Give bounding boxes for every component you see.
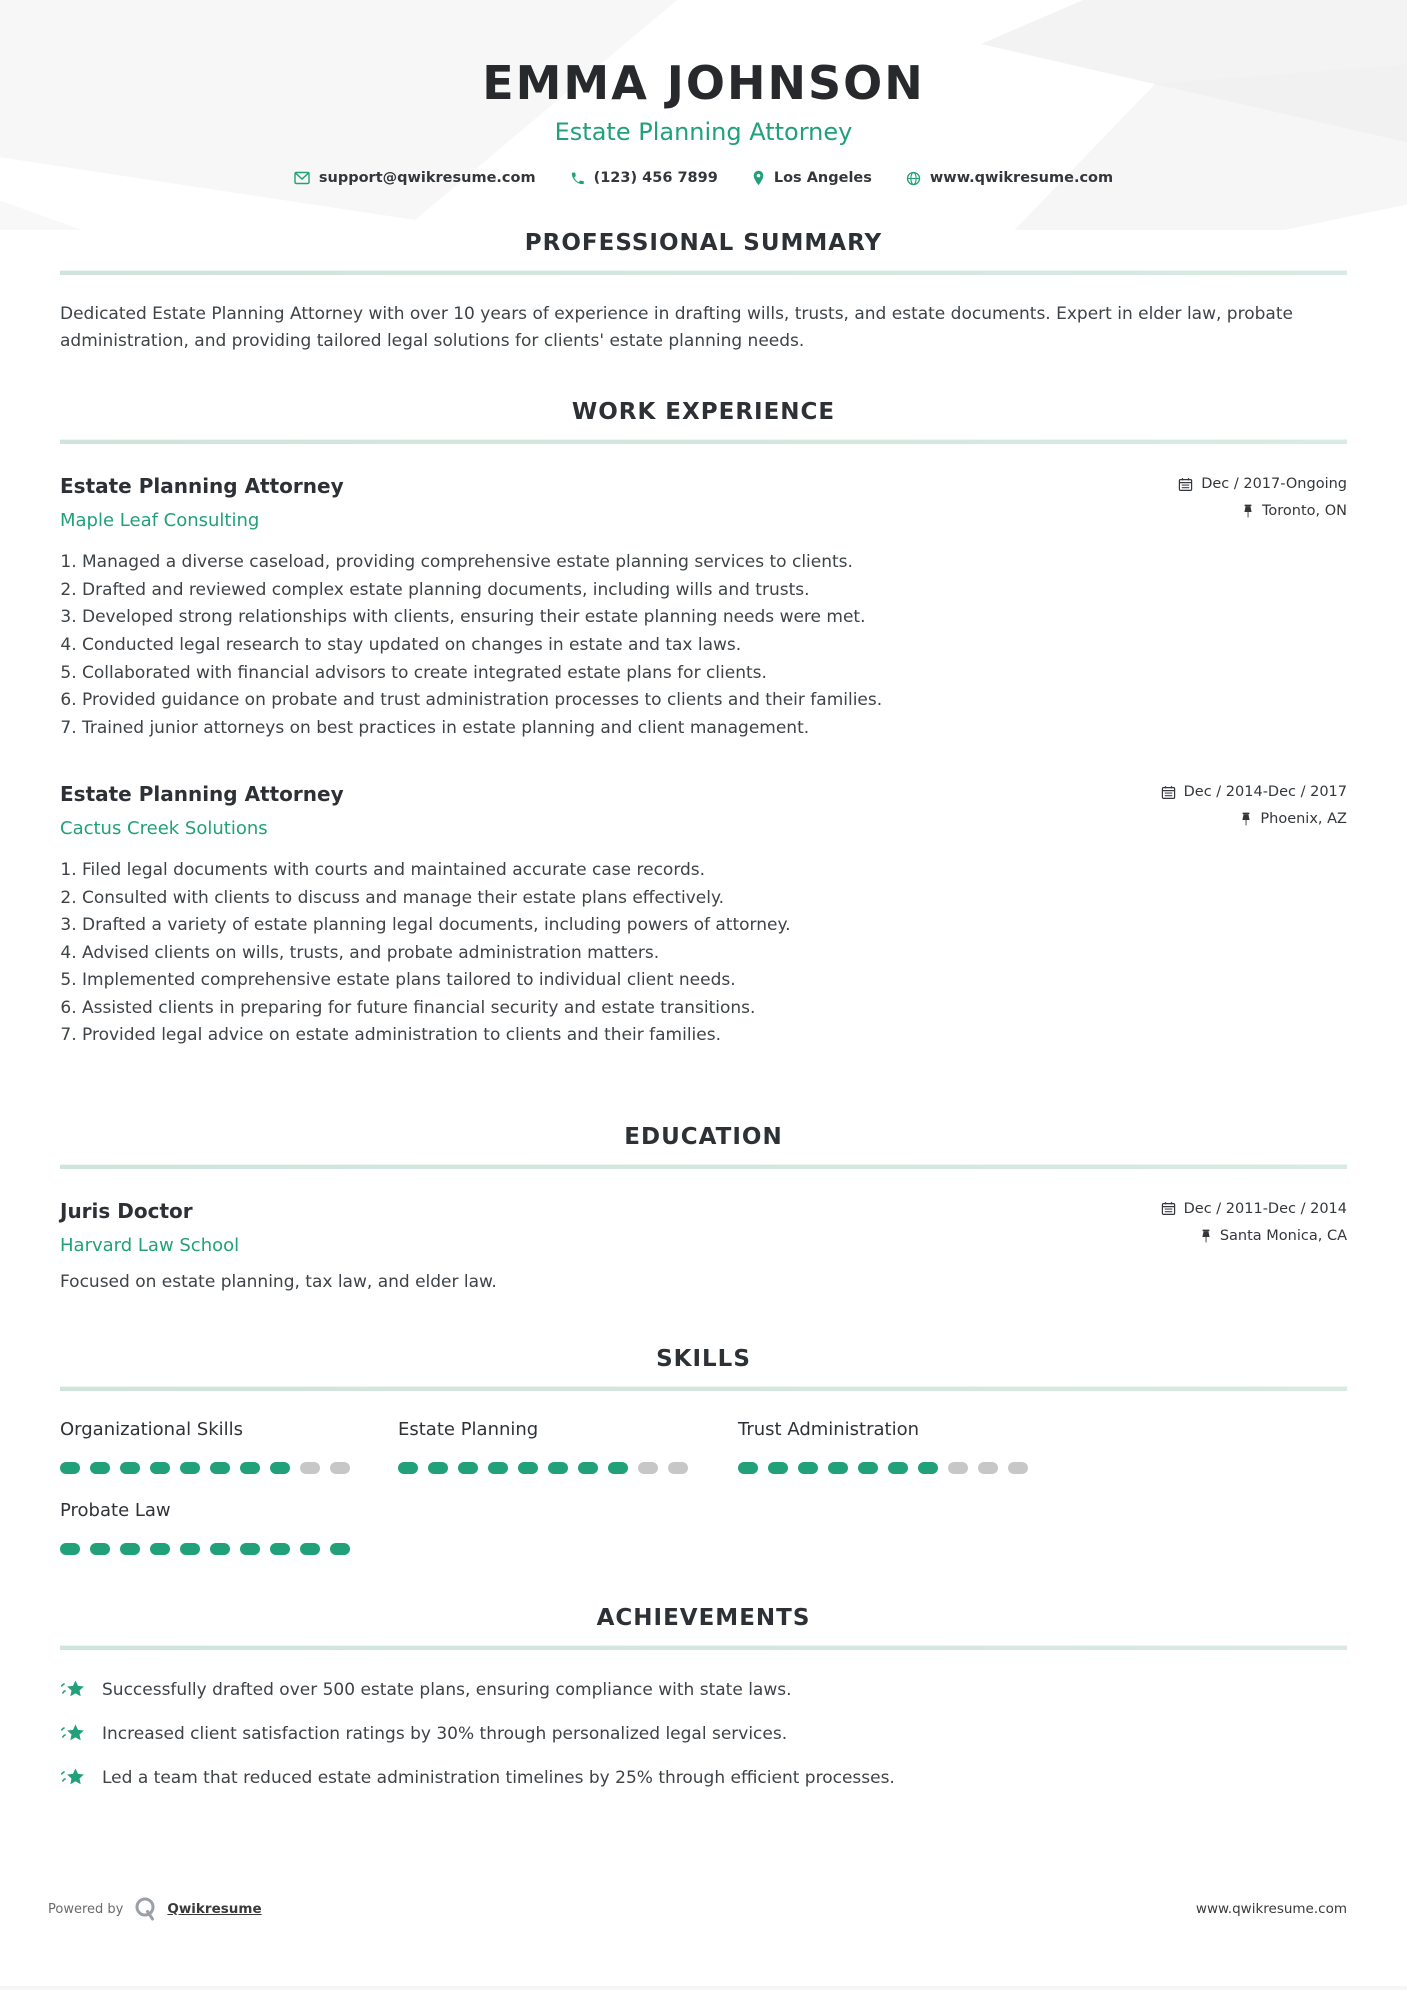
skill-name: Trust Administration bbox=[738, 1418, 920, 1440]
job-bullet: 6. Provided guidance on probate and trust administration processes to clients and their families. bbox=[82, 687, 1347, 715]
job-bullet: 4. Conducted legal research to stay updated on changes in estate and tax laws. bbox=[82, 632, 1347, 660]
work-entry bbox=[60, 782, 1347, 1050]
job-location bbox=[1161, 811, 1347, 827]
work-heading: WORK EXPERIENCE bbox=[571, 399, 836, 426]
shooting-star-icon bbox=[60, 1722, 86, 1746]
job-bullet: 4. Advised clients on wills, trusts, and probate administration matters. bbox=[82, 940, 1347, 968]
pushpin-icon bbox=[1200, 1229, 1212, 1243]
job-bullet: 2. Drafted and reviewed complex estate planning documents, including wills and trusts. bbox=[82, 577, 1347, 605]
achievement-text: Successfully drafted over 500 estate plans, ensuring compliance with state laws. bbox=[102, 1679, 792, 1700]
section-education bbox=[60, 1124, 1347, 1292]
job-bullet: 1. Managed a diverse caseload, providing comprehensive estate planning services to clients. bbox=[82, 549, 1347, 577]
skill-item bbox=[60, 1419, 398, 1474]
job-company: Maple Leaf Consulting bbox=[60, 510, 260, 532]
skill-name: Probate Law bbox=[60, 1499, 171, 1521]
location-pin-icon bbox=[752, 170, 765, 186]
job-bullet: 6. Assisted clients in preparing for future financial security and estate transitions. bbox=[82, 995, 1347, 1023]
skill-name: Estate Planning bbox=[398, 1418, 539, 1440]
contact-email[interactable] bbox=[284, 170, 546, 186]
footer-website-link[interactable]: www.qwikresume.com bbox=[1195, 1901, 1347, 1917]
achievements-heading: ACHIEVEMENTS bbox=[596, 1604, 811, 1631]
job-date bbox=[1178, 476, 1347, 492]
job-bullet: 3. Drafted a variety of estate planning legal documents, including powers of attorney. bbox=[82, 912, 1347, 940]
globe-icon bbox=[906, 171, 921, 186]
job-location-text: Phoenix, AZ bbox=[1260, 811, 1347, 828]
section-divider bbox=[60, 1386, 1347, 1391]
contact-website-text: www.qwikresume.com bbox=[929, 170, 1114, 186]
bottom-edge-strip bbox=[0, 1986, 1407, 1990]
section-divider bbox=[60, 270, 1347, 275]
job-date bbox=[1161, 784, 1347, 800]
summary-text: Dedicated Estate Planning Attorney with over 10 years of experience in drafting wills, trusts, and estate documents. Expert in elder law, probate administration, and providing tailored legal solutions for clients' estate planning needs. bbox=[60, 304, 1293, 352]
job-title: Estate Planning Attorney bbox=[60, 782, 344, 807]
section-achievements bbox=[60, 1605, 1347, 1790]
contact-location-text: Los Angeles bbox=[773, 170, 872, 186]
job-location-text: Toronto, ON bbox=[1261, 503, 1347, 520]
skill-name: Organizational Skills bbox=[60, 1418, 244, 1440]
education-location-text: Santa Monica, CA bbox=[1219, 1227, 1347, 1244]
contact-phone[interactable] bbox=[560, 170, 728, 186]
job-date-text: Dec / 2017-Ongoing bbox=[1201, 476, 1347, 493]
skill-level-bar bbox=[398, 1462, 738, 1474]
shooting-star-icon bbox=[60, 1766, 86, 1790]
skills-heading: SKILLS bbox=[656, 1345, 751, 1372]
skill-item bbox=[60, 1500, 398, 1555]
contact-row bbox=[60, 170, 1347, 186]
contact-website[interactable] bbox=[896, 170, 1123, 186]
school-name: Harvard Law School bbox=[60, 1234, 240, 1256]
job-bullet-list bbox=[60, 549, 1347, 742]
skill-level-bar bbox=[60, 1462, 398, 1474]
education-entry bbox=[60, 1199, 1347, 1292]
skills-grid bbox=[60, 1419, 1347, 1555]
pushpin-icon bbox=[1242, 504, 1254, 518]
pushpin-icon bbox=[1240, 812, 1252, 826]
powered-by-label: Powered by bbox=[48, 1901, 124, 1917]
candidate-name: EMMA JOHNSON bbox=[482, 56, 925, 110]
calendar-icon bbox=[1178, 477, 1193, 492]
skill-level-bar bbox=[738, 1462, 1078, 1474]
education-location bbox=[1161, 1228, 1347, 1244]
contact-email-text: support@qwikresume.com bbox=[318, 170, 536, 186]
section-divider bbox=[60, 1645, 1347, 1650]
job-location bbox=[1178, 503, 1347, 519]
job-bullet: 7. Provided legal advice on estate administration to clients and their families. bbox=[82, 1022, 1347, 1050]
job-title: Estate Planning Attorney bbox=[60, 474, 344, 499]
achievement-text: Led a team that reduced estate administration timelines by 25% through efficient processes. bbox=[102, 1767, 895, 1788]
education-heading: EDUCATION bbox=[624, 1123, 783, 1150]
calendar-icon bbox=[1161, 785, 1176, 800]
education-description: Focused on estate planning, tax law, and elder law. bbox=[60, 1271, 497, 1292]
skill-item bbox=[398, 1419, 738, 1474]
qwikresume-logo-icon bbox=[133, 1896, 157, 1922]
shooting-star-icon bbox=[60, 1678, 86, 1702]
section-skills bbox=[60, 1346, 1347, 1555]
summary-heading: PROFESSIONAL SUMMARY bbox=[524, 230, 883, 256]
skill-item bbox=[738, 1419, 1078, 1474]
section-work-experience bbox=[60, 399, 1347, 1049]
section-divider bbox=[60, 1164, 1347, 1169]
job-bullet: 5. Implemented comprehensive estate plans tailored to individual client needs. bbox=[82, 967, 1347, 995]
job-bullet: 2. Consulted with clients to discuss and manage their estate plans effectively. bbox=[82, 885, 1347, 913]
achievement-item bbox=[60, 1678, 1347, 1702]
education-date-text: Dec / 2011-Dec / 2014 bbox=[1183, 1200, 1347, 1217]
job-bullet: 3. Developed strong relationships with clients, ensuring their estate planning needs were met. bbox=[82, 604, 1347, 632]
qwikresume-link[interactable]: Qwikresume bbox=[167, 1901, 262, 1917]
job-bullet: 7. Trained junior attorneys on best practices in estate planning and client management. bbox=[82, 715, 1347, 743]
phone-icon bbox=[570, 171, 585, 186]
achievements-list bbox=[60, 1678, 1347, 1790]
contact-location bbox=[742, 170, 882, 186]
skill-level-bar bbox=[60, 1543, 398, 1555]
job-bullet: 1. Filed legal documents with courts and maintained accurate case records. bbox=[82, 857, 1347, 885]
degree-title: Juris Doctor bbox=[60, 1198, 193, 1223]
section-professional-summary bbox=[60, 230, 1347, 355]
contact-phone-text: (123) 456 7899 bbox=[593, 170, 718, 186]
work-entry bbox=[60, 474, 1347, 742]
achievement-text: Increased client satisfaction ratings by 30% through personalized legal services. bbox=[102, 1723, 788, 1744]
job-date-text: Dec / 2014-Dec / 2017 bbox=[1183, 784, 1347, 801]
achievement-item bbox=[60, 1766, 1347, 1790]
resume-header bbox=[60, 0, 1347, 186]
achievement-item bbox=[60, 1722, 1347, 1746]
calendar-icon bbox=[1161, 1201, 1176, 1216]
job-bullet-list bbox=[60, 857, 1347, 1050]
job-bullet: 5. Collaborated with financial advisors to create integrated estate plans for clients. bbox=[82, 660, 1347, 688]
page-footer bbox=[0, 1896, 1407, 1990]
section-divider bbox=[60, 439, 1347, 444]
envelope-icon bbox=[294, 171, 310, 185]
job-company: Cactus Creek Solutions bbox=[60, 818, 268, 840]
candidate-job-title: Estate Planning Attorney bbox=[554, 118, 853, 146]
education-date bbox=[1161, 1201, 1347, 1217]
